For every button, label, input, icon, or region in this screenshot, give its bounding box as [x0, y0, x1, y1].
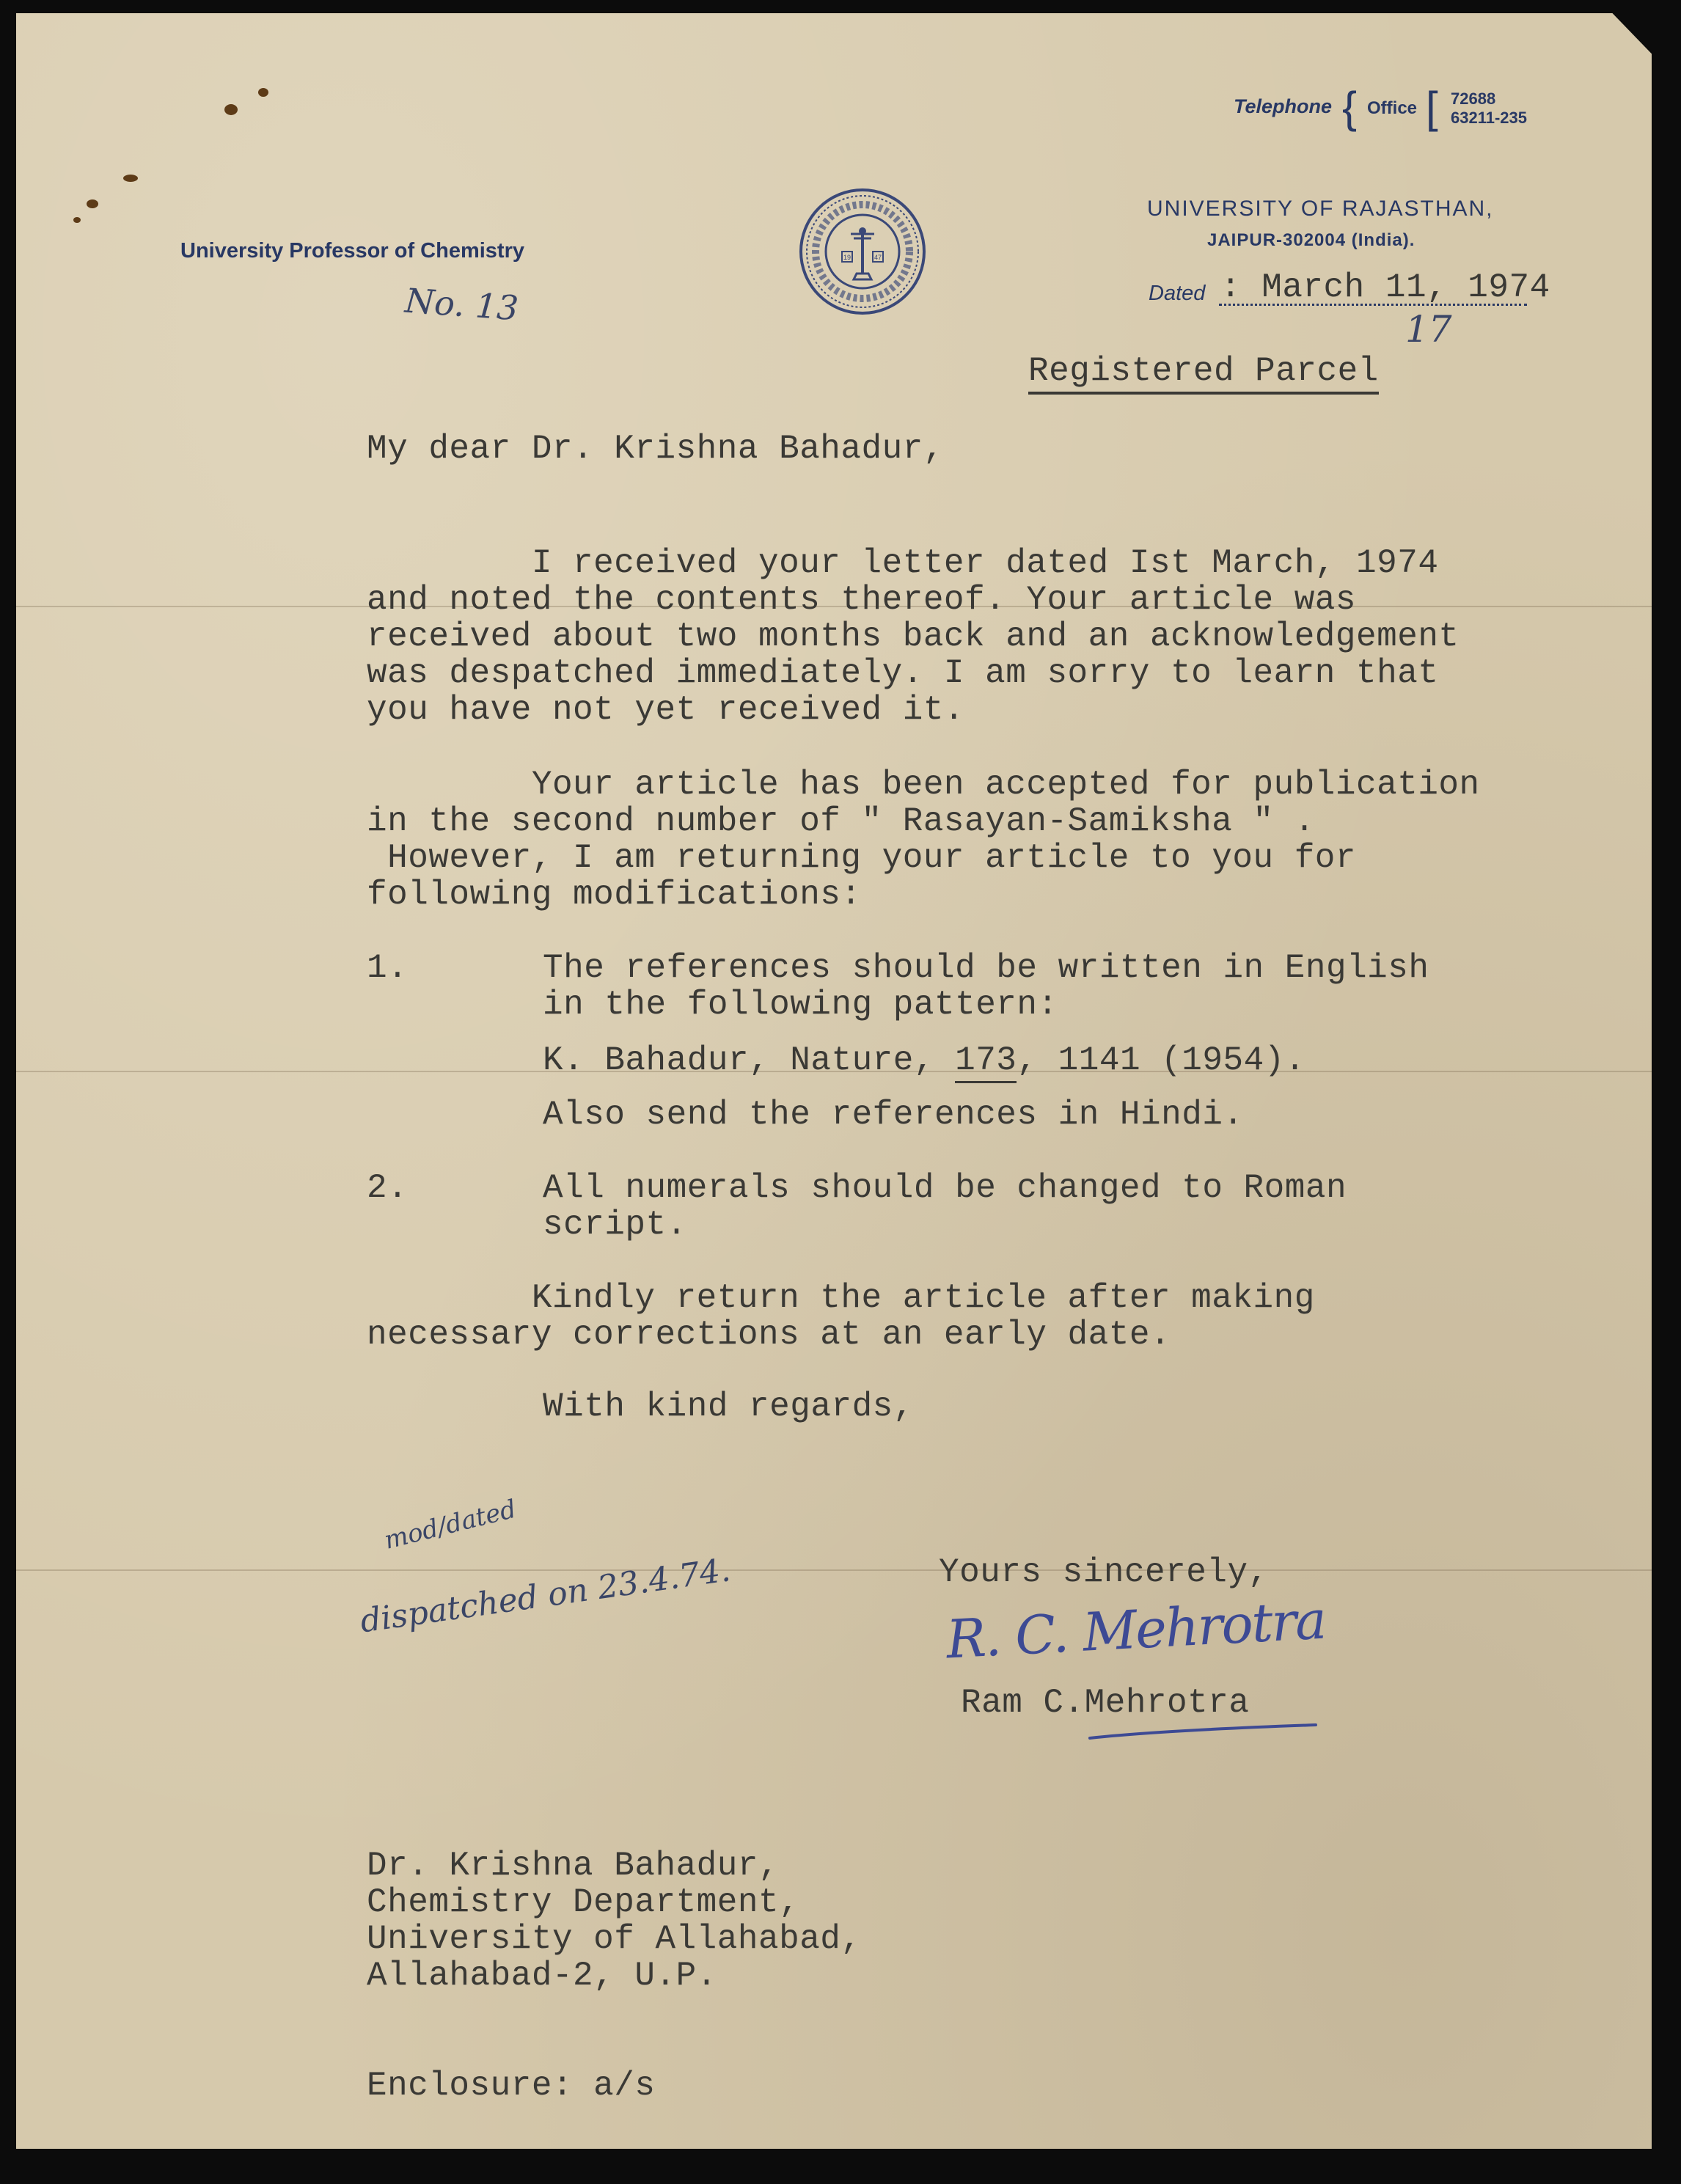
list-item-number: 1.: [367, 949, 409, 987]
seal-year-left: 19: [843, 254, 852, 261]
signature: R. C. Mehrotra: [945, 1588, 1327, 1671]
seal-year-right: 47: [874, 254, 882, 261]
university-seal-icon: [798, 187, 927, 316]
stain-mark: [73, 217, 81, 223]
paragraph-line: you have not yet received it.: [367, 691, 965, 729]
signatory-name: Ram C.Mehrotra: [961, 1684, 1250, 1722]
margin-note-line2: dispatched on 23.4.74.: [358, 1551, 733, 1641]
recipient-line: Dr. Krishna Bahadur,: [367, 1847, 780, 1885]
closing: Yours sincerely,: [939, 1553, 1269, 1591]
paragraph-line: I received your letter dated Ist March, 1974: [367, 544, 1439, 582]
dated-label: Dated: [1149, 282, 1206, 305]
office-label: Office: [1367, 98, 1418, 118]
paragraph-line: following modifications:: [367, 876, 862, 914]
bracket-icon: [: [1426, 83, 1438, 132]
reference-authors-journal: K. Bahadur, Nature,: [543, 1041, 956, 1080]
department-title: University Professor of Chemistry: [180, 239, 524, 263]
regards: With kind regards,: [543, 1388, 914, 1426]
signature-underline: [1085, 1715, 1320, 1744]
salutation: My dear Dr. Krishna Bahadur,: [367, 430, 944, 468]
list-item-number: 2.: [367, 1169, 409, 1207]
mailing-method: Registered Parcel: [1028, 352, 1379, 395]
handwritten-number: No. 13: [403, 280, 520, 329]
paragraph-line: Your article has been accepted for publication: [367, 766, 1480, 804]
paragraph-line: necessary corrections at an early date.: [367, 1316, 1171, 1354]
list-item-line: All numerals should be changed to Roman: [543, 1169, 1347, 1207]
letter-date: : March 11, 1974: [1220, 268, 1550, 307]
list-item-line: in the following pattern:: [543, 986, 1058, 1024]
telephone-label: Telephone: [1234, 95, 1333, 117]
list-item-line: The references should be written in English: [543, 949, 1429, 987]
paragraph-line: Kindly return the article after making: [367, 1279, 1315, 1317]
university-name: UNIVERSITY OF RAJASTHAN,: [1147, 197, 1494, 221]
handwritten-date-correction: 17: [1405, 308, 1452, 351]
reference-example: [543, 1041, 1305, 1080]
fold-crease: [16, 1569, 1652, 1571]
stain-mark: [123, 175, 138, 182]
recipient-line: Chemistry Department,: [367, 1883, 800, 1921]
paragraph-line: was despatched immediately. I am sorry to learn that: [367, 654, 1439, 692]
stain-mark: [87, 199, 98, 208]
paragraph-line: in the second number of " Rasayan-Samiksha " .: [367, 802, 1315, 840]
phone-number-1: 72688: [1451, 89, 1496, 108]
list-item-line: script.: [543, 1206, 687, 1244]
reference-volume: 173: [955, 1041, 1017, 1083]
paragraph-line: and noted the contents thereof. Your article was: [367, 581, 1357, 619]
brace-icon: {: [1342, 83, 1358, 132]
stain-mark: [258, 88, 268, 97]
recipient-line: University of Allahabad,: [367, 1920, 862, 1958]
university-address: JAIPUR-302004 (India).: [1207, 230, 1416, 250]
stain-mark: [224, 104, 238, 115]
recipient-line: Allahabad-2, U.P.: [367, 1957, 717, 1995]
reference-pages-year: , 1141 (1954).: [1017, 1041, 1305, 1080]
enclosure: Enclosure: a/s: [367, 2067, 656, 2105]
paragraph-line: However, I am returning your article to you for: [367, 839, 1357, 877]
list-item-note: Also send the references in Hindi.: [543, 1096, 1244, 1134]
paragraph-line: received about two months back and an acknowledgement: [367, 618, 1460, 656]
phone-number-2: 63211-235: [1451, 109, 1527, 127]
margin-note-line1: mod/dated: [381, 1494, 519, 1555]
